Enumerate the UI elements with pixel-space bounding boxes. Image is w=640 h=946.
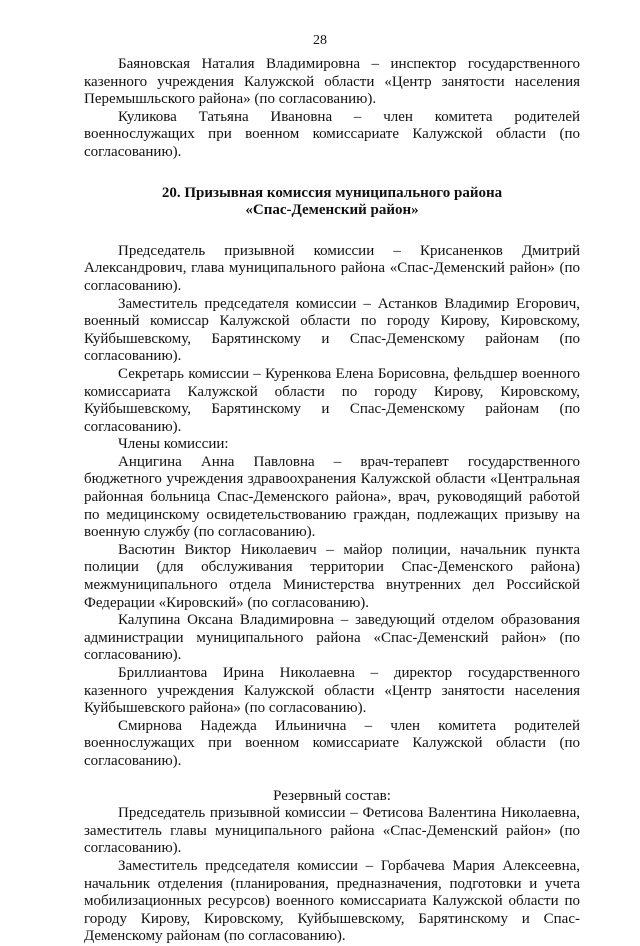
page-number: 28 xyxy=(313,33,327,48)
paragraph-member: Анцигина Анна Павловна – врач-терапевт государственного бюджетного учреждения здравоохранения Калужской области «Центральная районная больница Спас-Деменского района», врач, руководящий работой по медицинскому освидетельствованию граждан, подлежащих призыву на военную службу (по согласованию). xyxy=(84,453,580,541)
paragraph-chair: Председатель призывной комиссии – Крисаненков Дмитрий Александрович, глава муниципального района «Спас-Деменский район» (по согласованию). xyxy=(84,242,580,294)
document-body xyxy=(84,56,580,946)
section-heading xyxy=(84,185,580,220)
section-title-line-2: «Спас-Деменский район» xyxy=(245,202,419,219)
paragraph-reserve-deputy: Заместитель председателя комиссии – Горбачева Мария Алексеевна, начальник отделения (планирования, предназначения, подготовки и учета мобилизационных ресурсов) военного комиссариата Калужской области по городу Кирову, Кировскому, Куйбышевскому, Барятинскому и Спас-Деменскому районам (по согласованию). xyxy=(84,857,580,945)
paragraph-intro-2: Куликова Татьяна Ивановна – член комитета родителей военнослужащих при военном комиссариате Калужской области (по согласованию). xyxy=(84,108,580,160)
section-title-line-1: 20. Призывная комиссия муниципального района xyxy=(161,184,503,201)
reserve-title: Резервный состав: xyxy=(273,787,391,804)
paragraph-deputy: Заместитель председателя комиссии – Астанков Владимир Егорович, военный комиссар Калужской области по городу Кирову, Кировскому, Куйбышевскому, Барятинскому и Спас-Деменскому районам (по согласованию). xyxy=(84,295,580,365)
members-label: Члены комиссии: xyxy=(118,436,229,453)
paragraph-secretary: Секретарь комиссии – Куренкова Елена Борисовна, фельдшер военного комиссариата Калужской области по городу Кирову, Кировскому, Куйбышевскому, Барятинскому и Спас-Деменскому районам (по согласованию). xyxy=(84,365,580,435)
paragraph-intro-1: Баяновская Наталия Владимировна – инспектор государственного казенного учреждения Калужской области «Центр занятости населения Перемышльского района» (по согласованию). xyxy=(84,56,580,108)
paragraph-reserve-chair: Председатель призывной комиссии – Фетисова Валентина Николаевна, заместитель главы муниципального района «Спас-Деменский район» (по согласованию). xyxy=(84,805,580,857)
paragraph-member: Смирнова Надежда Ильинична – член комитета родителей военнослужащих при военном комиссариате Калужской области (по согласованию). xyxy=(84,717,580,769)
paragraph-member: Васютин Виктор Николаевич – майор полиции, начальник пункта полиции (для обслуживания территории Спас-Деменского района) межмуниципального отдела Министерства внутренних дел Российской Федерации «Кировский» (по согласованию). xyxy=(84,541,580,611)
paragraph-member: Бриллиантова Ирина Николаевна – директор государственного казенного учреждения Калужской области «Центр занятости населения Куйбышевского района» (по согласованию). xyxy=(84,665,580,717)
paragraph-member: Калупина Оксана Владимировна – заведующий отделом образования администрации муниципального района «Спас-Деменский район» (по согласованию). xyxy=(84,612,580,664)
